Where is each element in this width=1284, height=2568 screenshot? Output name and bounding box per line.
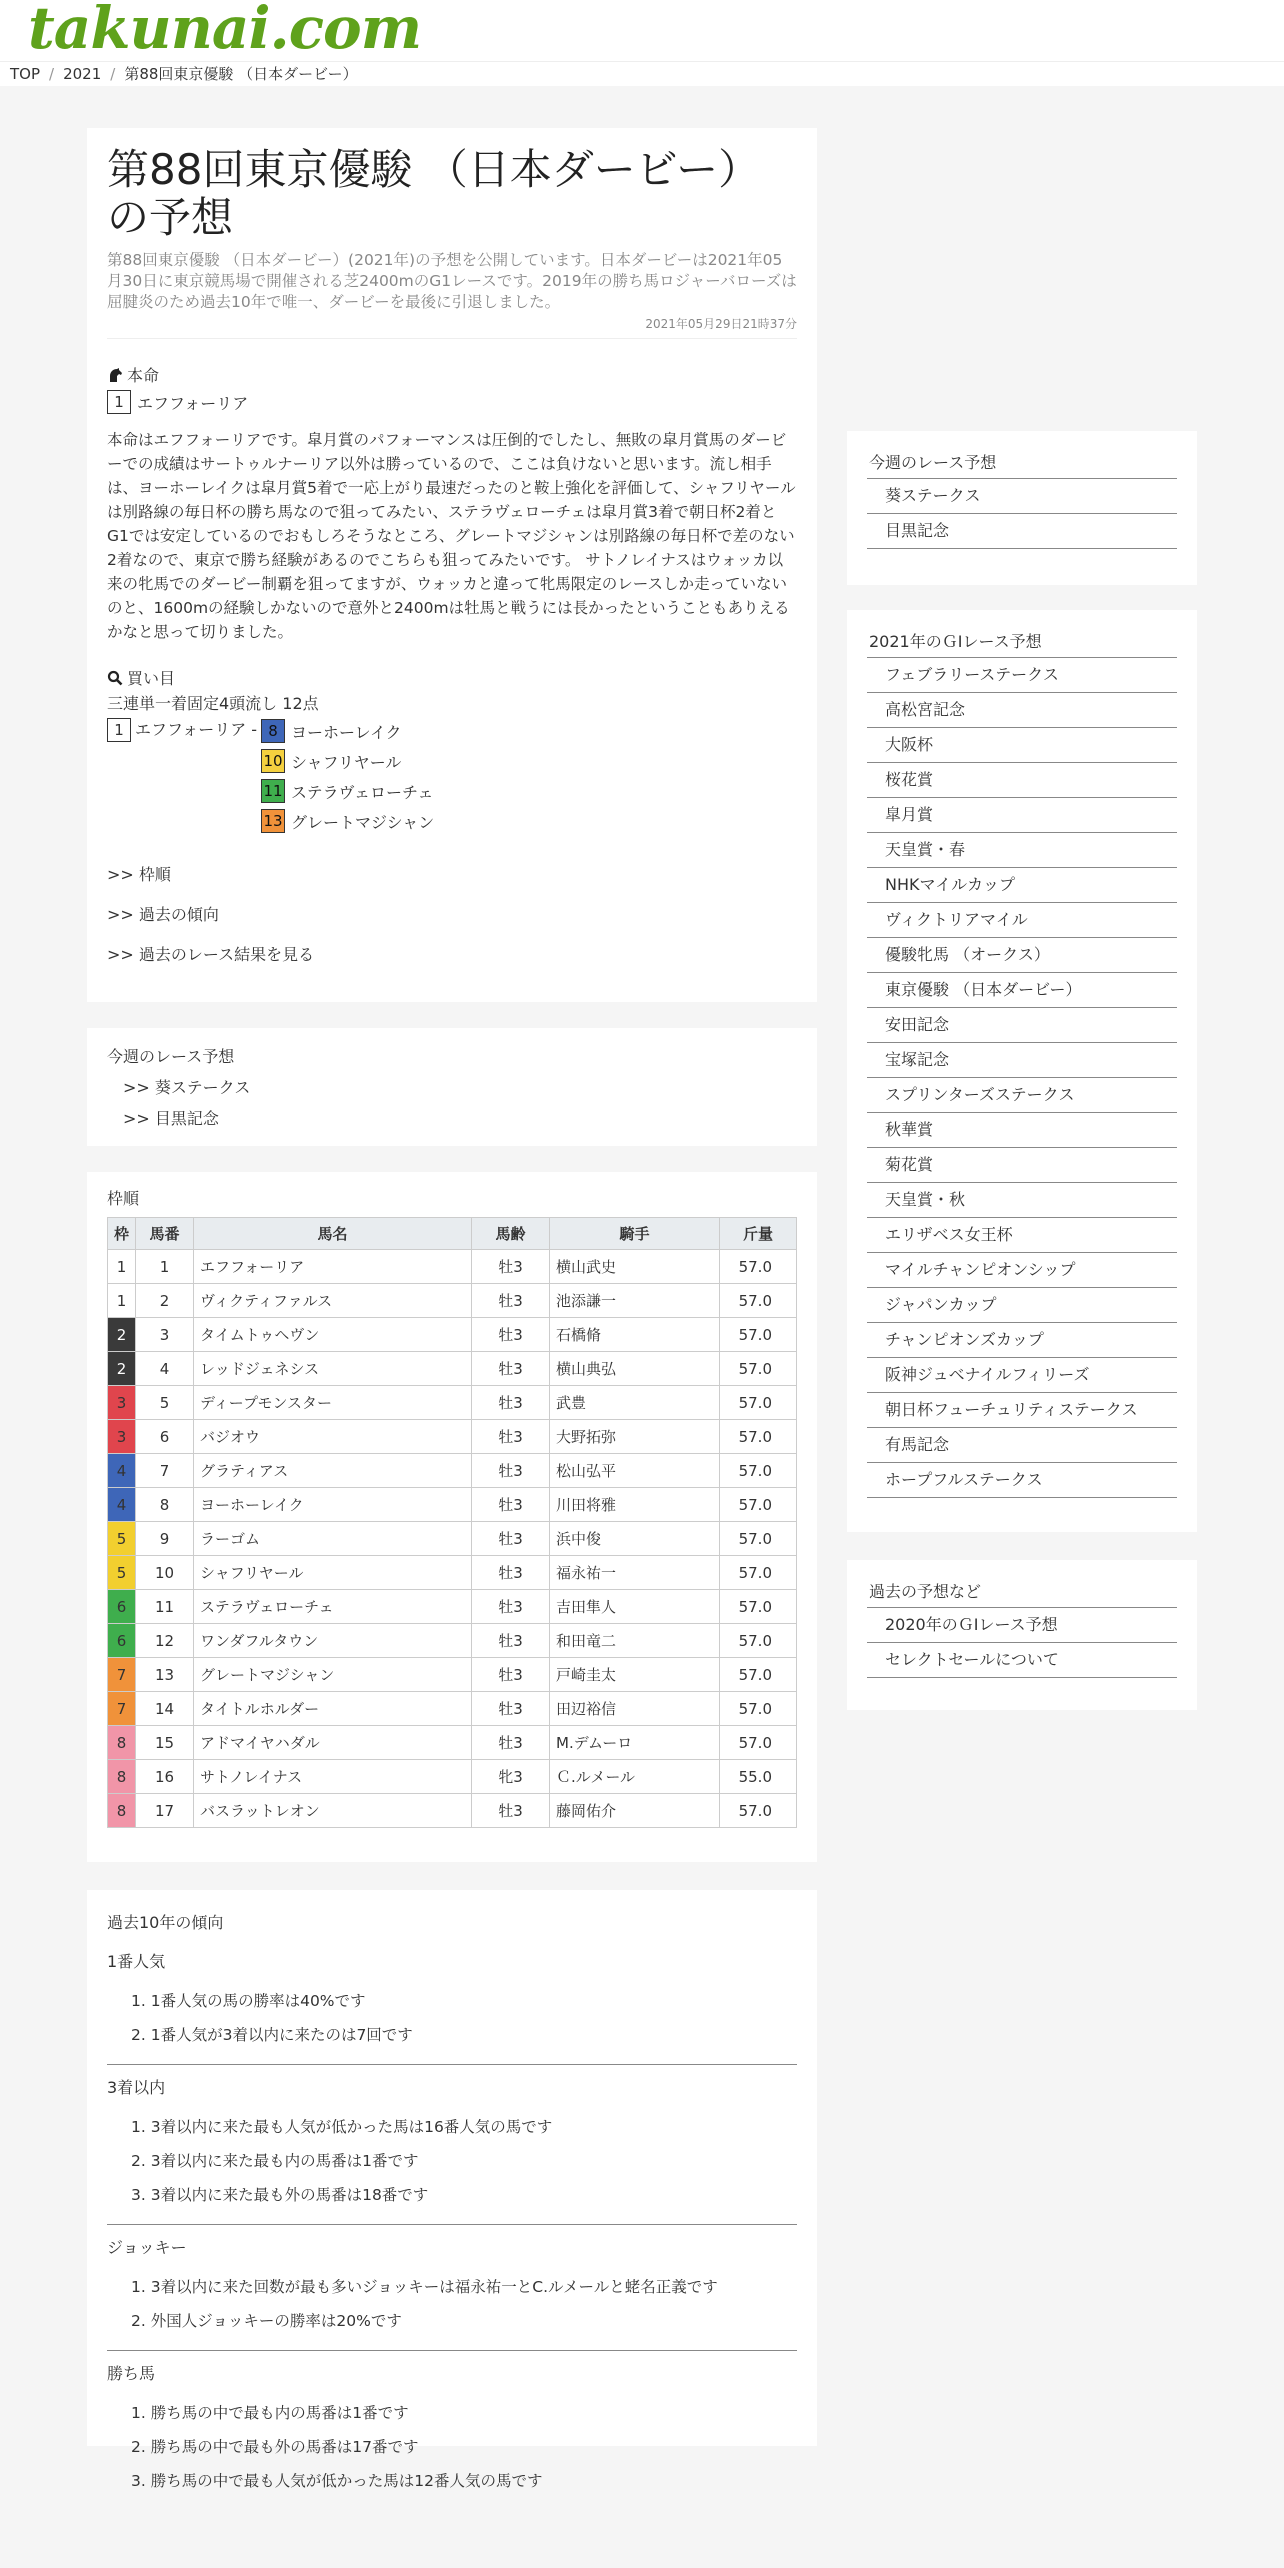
jockey-cell: 吉田隼人: [550, 1590, 720, 1624]
weight-cell: 57.0: [720, 1726, 797, 1760]
trend-divider: [107, 2350, 797, 2351]
waku-cell: 3: [108, 1420, 136, 1454]
trend-group-title: 1番人気: [107, 1952, 166, 1971]
weight-cell: 57.0: [720, 1658, 797, 1692]
table-row: [108, 1760, 797, 1794]
kaime-axis-name: エフフォーリア -: [135, 720, 258, 739]
umaban-cell: 16: [136, 1760, 194, 1794]
kaime-gate-number: 11: [261, 779, 285, 803]
horse-name-cell: タイトルホルダー: [194, 1692, 472, 1726]
age-cell: 牡3: [472, 1250, 550, 1284]
sidebar-g1-item: [867, 1323, 1177, 1358]
sidebar-g1-list: [867, 658, 1177, 1498]
table-row: [108, 1624, 797, 1658]
waku-cell: 2: [108, 1352, 136, 1386]
umaban-cell: 10: [136, 1556, 194, 1590]
article-card: [87, 128, 817, 1002]
sidebar-g1-item: [867, 693, 1177, 728]
trend-item: [107, 2304, 797, 2338]
age-cell: 牡3: [472, 1284, 550, 1318]
sidebar-g1-link[interactable]: 宝塚記念: [885, 1050, 950, 1069]
breadcrumb: TOP / 2021 / 第88回東京優駿 （日本ダービー）: [0, 62, 1284, 86]
page-title: 第88回東京優駿 （日本ダービー）の予想: [107, 145, 761, 242]
waku-cell: 8: [108, 1760, 136, 1794]
sidebar-g1-link[interactable]: 天皇賞・秋: [885, 1190, 966, 1209]
trend-item-text: 3. 勝ち馬の中で最も人気が低かった馬は12番人気の馬です: [131, 2472, 543, 2490]
weight-cell: 57.0: [720, 1590, 797, 1624]
horse-name-cell: サトノレイナス: [194, 1760, 472, 1794]
umaban-cell: 17: [136, 1794, 194, 1828]
trend-item-text: 1. 3着以内に来た最も人気が低かった馬は16番人気の馬です: [131, 2118, 553, 2136]
sidebar-g1-link[interactable]: フェブラリーステークス: [885, 665, 1059, 684]
age-cell: 牡3: [472, 1352, 550, 1386]
sidebar-g1-link[interactable]: 優駿牝馬 （オークス）: [885, 945, 1050, 964]
sidebar-g1-link[interactable]: 菊花賞: [885, 1155, 934, 1174]
jockey-cell: 横山武史: [550, 1250, 720, 1284]
sidebar-g1-item: [867, 868, 1177, 903]
trend-divider: [107, 2064, 797, 2065]
sidebar-g1-link[interactable]: マイルチャンピオンシップ: [885, 1260, 1076, 1279]
sidebar-g1-link[interactable]: ジャパンカップ: [885, 1295, 997, 1314]
sidebar-g1-link[interactable]: 皐月賞: [885, 805, 934, 824]
age-cell: 牡3: [472, 1454, 550, 1488]
waku-cell: 1: [108, 1284, 136, 1318]
sidebar-g1-item: [867, 658, 1177, 693]
honmei-horse: [107, 390, 797, 414]
honmei-number: 1: [107, 390, 131, 414]
jockey-cell: Ｃ.ルメール: [550, 1760, 720, 1794]
table-row: [108, 1386, 797, 1420]
weight-cell: 57.0: [720, 1556, 797, 1590]
trend-card: [87, 1890, 817, 2490]
table-row: [108, 1590, 797, 1624]
kaime-row: [261, 808, 434, 834]
umaban-cell: 7: [136, 1454, 194, 1488]
link-past-trend[interactable]: >> 過去の傾向: [107, 905, 219, 924]
weight-cell: 55.0: [720, 1760, 797, 1794]
age-cell: 牡3: [472, 1794, 550, 1828]
sidebar-g1-item: [867, 1428, 1177, 1463]
horse-name-cell: エフフォーリア: [194, 1250, 472, 1284]
link-past-results[interactable]: >> 過去のレース結果を見る: [107, 945, 315, 964]
trend-group-title: 勝ち馬: [107, 2364, 156, 2383]
horse-name-cell: バジオウ: [194, 1420, 472, 1454]
trend-item: [107, 2464, 797, 2498]
sidebar-g1-link[interactable]: スプリンターズステークス: [885, 1085, 1075, 1104]
kaime-horse-name: ステラヴェローチェ: [291, 782, 434, 802]
honmei-heading: [107, 363, 797, 386]
table-row: [108, 1318, 797, 1352]
kaime-axis-number: 1: [107, 718, 131, 742]
jockey-cell: 川田将雅: [550, 1488, 720, 1522]
horse-name-cell: シャフリヤール: [194, 1556, 472, 1590]
horse-name-cell: ヨーホーレイク: [194, 1488, 472, 1522]
jockey-cell: 戸崎圭太: [550, 1658, 720, 1692]
umaban-cell: 12: [136, 1624, 194, 1658]
jockey-cell: 横山典弘: [550, 1352, 720, 1386]
umaban-cell: 9: [136, 1522, 194, 1556]
search-icon: [107, 670, 123, 686]
sidebar-item-meguro[interactable]: 目黒記念: [885, 521, 950, 540]
table-row: [108, 1488, 797, 1522]
sidebar-g1-item: [867, 1218, 1177, 1253]
sidebar-past: [847, 1560, 1197, 1710]
kaime-gate-number: 10: [261, 749, 285, 773]
sidebar-g1-item: [867, 1113, 1177, 1148]
kaime-grid: [107, 718, 797, 834]
jockey-cell: 松山弘平: [550, 1454, 720, 1488]
jockey-cell: 武豊: [550, 1386, 720, 1420]
article-lead: 第88回東京優駿 （日本ダービー）(2021年)の予想を公開しています。日本ダービーは2021年05月30日に東京競馬場で開催される芝2400mのG1レースです。2019年の勝ち馬ロジャーバローズは屈腱炎のため過去10年で唯一、ダービーを最後に引退しました。: [107, 251, 797, 311]
waku-cell: 7: [108, 1658, 136, 1692]
col-jockey: 騎手: [550, 1218, 720, 1250]
trend-item-text: 2. 勝ち馬の中で最も外の馬番は17番です: [131, 2438, 419, 2456]
horse-name-cell: アドマイヤハダル: [194, 1726, 472, 1760]
sidebar-item-aoi[interactable]: 葵ステークス: [885, 486, 981, 505]
kaime-type: 三連単一着固定4頭流し 12点: [107, 694, 319, 713]
umaban-cell: 4: [136, 1352, 194, 1386]
site-logo[interactable]: takunai.com: [28, 0, 422, 62]
sidebar-g1-item: [867, 833, 1177, 868]
sidebar-g1-item: [867, 1078, 1177, 1113]
trend-divider: [107, 2224, 797, 2225]
trend-item-text: 2. 3着以内に来た最も内の馬番は1番です: [131, 2152, 419, 2170]
sidebar-g1-link[interactable]: 東京優駿 （日本ダービー）: [885, 980, 1082, 999]
sidebar-g1-item: [867, 1288, 1177, 1323]
sidebar-week: [847, 431, 1197, 585]
jockey-cell: 藤岡佑介: [550, 1794, 720, 1828]
umaban-cell: 6: [136, 1420, 194, 1454]
horse-name-cell: ラーゴム: [194, 1522, 472, 1556]
jockey-cell: 和田竜二: [550, 1624, 720, 1658]
weight-cell: 57.0: [720, 1522, 797, 1556]
trend-item-text: 1. 勝ち馬の中で最も内の馬番は1番です: [131, 2404, 409, 2422]
sidebar-g1-item: [867, 1253, 1177, 1288]
sidebar-g1-link[interactable]: 秋華賞: [885, 1120, 934, 1139]
breadcrumb-current: 第88回東京優駿 （日本ダービー）: [124, 65, 358, 83]
weight-cell: 57.0: [720, 1250, 797, 1284]
link-waku[interactable]: >> 枠順: [107, 865, 171, 884]
umaban-cell: 15: [136, 1726, 194, 1760]
waku-cell: 4: [108, 1488, 136, 1522]
age-cell: 牡3: [472, 1386, 550, 1420]
jockey-cell: 池添謙一: [550, 1284, 720, 1318]
sidebar-g1-item: [867, 728, 1177, 763]
sidebar-g1-item: [867, 973, 1177, 1008]
table-row: [108, 1726, 797, 1760]
sidebar-g1-title: 2021年のＧⅠレース予想: [867, 628, 1177, 658]
breadcrumb-year[interactable]: 2021: [63, 65, 102, 83]
age-cell: 牡3: [472, 1658, 550, 1692]
trend-item: [107, 2018, 797, 2052]
post-position-card: [87, 1172, 817, 1862]
age-cell: 牡3: [472, 1692, 550, 1726]
jockey-cell: 大野拓弥: [550, 1420, 720, 1454]
horse-icon: [107, 367, 123, 383]
trend-item: [107, 2144, 797, 2178]
sidebar-g1-link[interactable]: チャンピオンズカップ: [885, 1330, 1044, 1349]
table-row: [108, 1454, 797, 1488]
umaban-cell: 13: [136, 1658, 194, 1692]
site-header: [0, 0, 1284, 62]
trend-group-title: ジョッキー: [107, 2238, 187, 2257]
waku-cell: 1: [108, 1250, 136, 1284]
col-name: 馬名: [194, 1218, 472, 1250]
sidebar-past-title: 過去の予想など: [867, 1578, 1177, 1608]
honmei-label: 本命: [127, 366, 160, 385]
jockey-cell: 石橋脩: [550, 1318, 720, 1352]
horse-name-cell: ワンダフルタウン: [194, 1624, 472, 1658]
sidebar-g1-link[interactable]: 高松宮記念: [885, 700, 966, 719]
kaime-rows: [261, 718, 434, 834]
jockey-cell: 浜中俊: [550, 1522, 720, 1556]
week-race-link-meguro[interactable]: >> 目黒記念: [123, 1109, 219, 1128]
trend-item-text: 2. 外国人ジョッキーの勝率は20%です: [131, 2312, 402, 2330]
horse-name-cell: ディープモンスター: [194, 1386, 472, 1420]
trend-item-text: 1. 1番人気の馬の勝率は40%です: [131, 1992, 366, 2010]
horse-name-cell: バスラットレオン: [194, 1794, 472, 1828]
waku-cell: 5: [108, 1556, 136, 1590]
sidebar-g1-link[interactable]: ヴィクトリアマイル: [885, 910, 1028, 929]
weight-cell: 57.0: [720, 1624, 797, 1658]
kaime-row: [261, 718, 434, 744]
trend-item: [107, 2270, 797, 2304]
table-row: [108, 1522, 797, 1556]
trend-item-text: 3. 3着以内に来た最も外の馬番は18番です: [131, 2186, 429, 2204]
waku-cell: 5: [108, 1522, 136, 1556]
weight-cell: 57.0: [720, 1420, 797, 1454]
kaime-gate-number: 13: [261, 809, 285, 833]
weight-cell: 57.0: [720, 1318, 797, 1352]
age-cell: 牡3: [472, 1488, 550, 1522]
kaime-label: 買い目: [127, 669, 176, 688]
trend-item: [107, 2110, 797, 2144]
trend-item: [107, 1984, 797, 2018]
umaban-cell: 2: [136, 1284, 194, 1318]
umaban-cell: 5: [136, 1386, 194, 1420]
trend-title: 過去10年の傾向: [107, 1913, 224, 1932]
sidebar-g1-item: [867, 1358, 1177, 1393]
trend-item-text: 1. 3着以内に来た回数が最も多いジョッキーは福永祐一とC.ルメールと蛯名正義です: [131, 2278, 718, 2296]
publish-date: 2021年05月29日21時37分: [107, 315, 797, 339]
week-race-link-aoi[interactable]: >> 葵ステークス: [123, 1078, 251, 1097]
col-weight: 斤量: [720, 1218, 797, 1250]
waku-cell: 6: [108, 1624, 136, 1658]
sidebar-g1-item: [867, 938, 1177, 973]
trend-group-title: 3着以内: [107, 2078, 166, 2097]
sidebar-g1-link[interactable]: エリザベス女王杯: [885, 1225, 1013, 1244]
table-row: [108, 1692, 797, 1726]
waku-cell: 4: [108, 1454, 136, 1488]
waku-cell: 2: [108, 1318, 136, 1352]
trend-item: [107, 2396, 797, 2430]
post-position-title: 枠順: [107, 1189, 140, 1208]
umaban-cell: 1: [136, 1250, 194, 1284]
jockey-cell: 福永祐一: [550, 1556, 720, 1590]
breadcrumb-top[interactable]: TOP: [10, 65, 41, 83]
waku-cell: 8: [108, 1726, 136, 1760]
trend-groups: [107, 1949, 797, 2498]
sidebar-g1-item: [867, 1148, 1177, 1183]
waku-cell: 3: [108, 1386, 136, 1420]
kaime-heading: [107, 666, 797, 689]
table-row: [108, 1420, 797, 1454]
age-cell: 牡3: [472, 1420, 550, 1454]
kaime-row: [261, 748, 434, 774]
horse-name-cell: グレートマジシャン: [194, 1658, 472, 1692]
sidebar-g1-item: [867, 903, 1177, 938]
jockey-cell: 田辺裕信: [550, 1692, 720, 1726]
weight-cell: 57.0: [720, 1284, 797, 1318]
age-cell: 牡3: [472, 1556, 550, 1590]
sidebar-g1-item: [867, 1393, 1177, 1428]
sidebar-g1-item: [867, 1008, 1177, 1043]
umaban-cell: 14: [136, 1692, 194, 1726]
kaime-row: [261, 778, 434, 804]
sidebar-g1-link[interactable]: NHKマイルカップ: [885, 875, 1016, 894]
sidebar-g1-item: [867, 763, 1177, 798]
table-row: [108, 1658, 797, 1692]
jockey-cell: M.デムーロ: [550, 1726, 720, 1760]
kaime-horse-name: ヨーホーレイク: [291, 722, 402, 742]
waku-cell: 7: [108, 1692, 136, 1726]
sidebar-g1-item: [867, 1183, 1177, 1218]
sidebar-item-select-sale[interactable]: セレクトセールについて: [885, 1650, 1059, 1669]
age-cell: 牡3: [472, 1522, 550, 1556]
weight-cell: 57.0: [720, 1352, 797, 1386]
kaime-horse-name: グレートマジシャン: [291, 812, 435, 832]
sidebar-week-title: 今週のレース予想: [867, 449, 1177, 479]
table-row: [108, 1250, 797, 1284]
trend-item: [107, 2178, 797, 2212]
table-row: [108, 1352, 797, 1386]
sidebar-g1-link[interactable]: 桜花賞: [885, 770, 934, 789]
col-umaban: 馬番: [136, 1218, 194, 1250]
age-cell: 牝3: [472, 1760, 550, 1794]
kaime-horse-name: シャフリヤール: [291, 752, 402, 772]
table-row: [108, 1556, 797, 1590]
sidebar-g1-item: [867, 1043, 1177, 1078]
trend-item: [107, 2430, 797, 2464]
age-cell: 牡3: [472, 1318, 550, 1352]
sidebar-g1-link[interactable]: ホープフルステークス: [885, 1470, 1043, 1489]
col-waku: 枠: [108, 1218, 136, 1250]
table-row: [108, 1794, 797, 1828]
weight-cell: 57.0: [720, 1386, 797, 1420]
sidebar-g1-link[interactable]: 有馬記念: [885, 1435, 950, 1454]
umaban-cell: 3: [136, 1318, 194, 1352]
sidebar-g1: [847, 610, 1197, 1532]
horse-name-cell: ステラヴェローチェ: [194, 1590, 472, 1624]
sidebar-g1-link[interactable]: 大阪杯: [885, 735, 934, 754]
table-row: [108, 1284, 797, 1318]
weight-cell: 57.0: [720, 1692, 797, 1726]
sidebar-g1-link[interactable]: 天皇賞・春: [885, 840, 966, 859]
kaime-gate-number: 8: [261, 719, 285, 743]
sidebar-g1-link[interactable]: 安田記念: [885, 1015, 950, 1034]
waku-cell: 8: [108, 1794, 136, 1828]
sidebar-g1-item: [867, 1463, 1177, 1498]
article-links: [107, 862, 797, 982]
horse-name-cell: ヴィクティファルス: [194, 1284, 472, 1318]
horse-name-cell: タイムトゥヘヴン: [194, 1318, 472, 1352]
sidebar-item-2020-g1[interactable]: 2020年のＧⅠレース予想: [885, 1615, 1058, 1634]
umaban-cell: 11: [136, 1590, 194, 1624]
horse-name-cell: グラティアス: [194, 1454, 472, 1488]
horse-name-cell: レッドジェネシス: [194, 1352, 472, 1386]
post-position-rows: [108, 1250, 797, 1828]
week-races-card: [87, 1028, 817, 1146]
post-position-table: [107, 1217, 797, 1828]
article-body: 本命はエフフォーリアです。皐月賞のパフォーマンスは圧倒的でしたし、無敗の皐月賞馬のダービーでの成績はサートゥルナーリア以外は勝っているので、ここは負けないと思います。流し相手は、ヨーホーレイクは皐月賞5着で一応上がり最速だったのと鞍上強化を評価して、シャフリヤールは別路線の毎日杯の勝ち馬なので狙ってみたい、ステラヴェローチェは皐月賞3着で朝日杯2着とG1では安定しているのでおもしろそうなところ、グレートマジシャンは別路線の毎日杯で差のない2着なので、東京で勝ち経験があるのでこちらも狙ってみたいです。 サトノレイナスはウォッカ以来の牝馬でのダービー制覇を狙ってますが、ウォッカと違って牝馬限定のレースしか走っていないのと、1600mの経験しかないので意外と2400mは牡馬と戦うには長かったということもありえるかなと思って切りました。: [107, 431, 796, 641]
sidebar-g1-item: [867, 798, 1177, 833]
age-cell: 牡3: [472, 1624, 550, 1658]
honmei-name: エフフォーリア: [137, 393, 249, 413]
age-cell: 牡3: [472, 1590, 550, 1624]
waku-cell: 6: [108, 1590, 136, 1624]
umaban-cell: 8: [136, 1488, 194, 1522]
weight-cell: 57.0: [720, 1794, 797, 1828]
week-races-title: 今週のレース予想: [107, 1047, 235, 1066]
age-cell: 牡3: [472, 1726, 550, 1760]
col-age: 馬齢: [472, 1218, 550, 1250]
sidebar-g1-link[interactable]: 朝日杯フューチュリティステークス: [885, 1400, 1138, 1419]
weight-cell: 57.0: [720, 1454, 797, 1488]
trend-item-text: 2. 1番人気が3着以内に来たのは7回です: [131, 2026, 413, 2044]
sidebar-g1-link[interactable]: 阪神ジュベナイルフィリーズ: [885, 1365, 1090, 1384]
weight-cell: 57.0: [720, 1488, 797, 1522]
